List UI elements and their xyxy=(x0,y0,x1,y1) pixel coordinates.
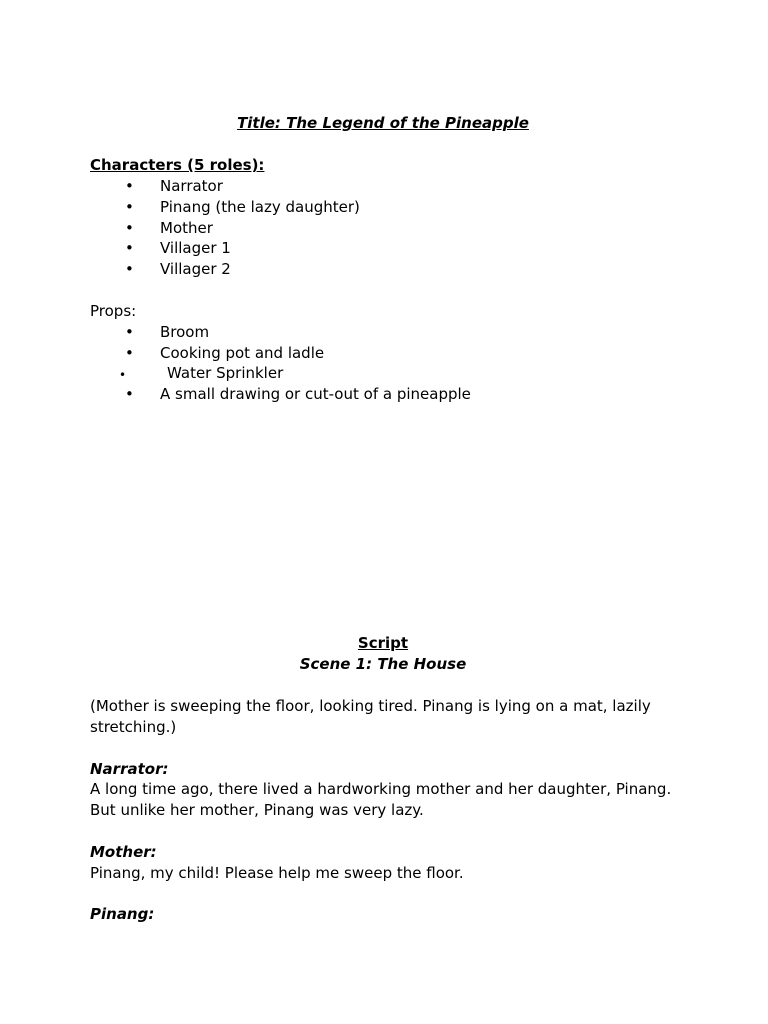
bullet-icon: • xyxy=(125,323,134,341)
stage-direction-line: (Mother is sweeping the floor, looking tired. Pinang is lying on a mat, lazily xyxy=(90,697,651,715)
list-item: Mother xyxy=(160,219,213,237)
list-item: Broom xyxy=(160,323,210,341)
scene-heading: Scene 1: The House xyxy=(299,655,467,673)
list-item: Pinang (the lazy daughter) xyxy=(160,198,360,216)
list-item: Water Sprinkler xyxy=(167,364,284,382)
page-title: Title: The Legend of the Pineapple xyxy=(237,114,529,132)
list-item: Villager 1 xyxy=(160,239,231,257)
list-item: Villager 2 xyxy=(160,260,231,278)
dialogue-line: Pinang, my child! Please help me sweep the floor. xyxy=(90,864,464,882)
list-item: A small drawing or cut-out of a pineapple xyxy=(160,385,471,403)
list-item: Cooking pot and ladle xyxy=(160,344,325,362)
bullet-icon: • xyxy=(125,260,134,278)
speaker-name: Narrator: xyxy=(90,760,169,778)
bullet-icon: • xyxy=(125,219,134,237)
dialogue-line: But unlike her mother, Pinang was very lazy. xyxy=(90,801,424,819)
dialogue-line: A long time ago, there lived a hardworking mother and her daughter, Pinang. xyxy=(90,780,672,798)
bullet-icon: • xyxy=(119,368,127,382)
speaker-name: Pinang: xyxy=(90,905,155,923)
bullet-icon: • xyxy=(125,239,134,257)
bullet-icon: • xyxy=(125,344,134,362)
bullet-icon: • xyxy=(125,198,134,216)
characters-heading: Characters (5 roles): xyxy=(90,156,265,174)
speaker-name: Mother: xyxy=(90,843,157,861)
list-item: Narrator xyxy=(160,177,223,195)
bullet-icon: • xyxy=(125,385,134,403)
script-heading: Script xyxy=(357,634,409,652)
bullet-icon: • xyxy=(125,177,134,195)
props-heading: Props: xyxy=(90,302,137,320)
stage-direction-line: stretching.) xyxy=(90,718,177,736)
